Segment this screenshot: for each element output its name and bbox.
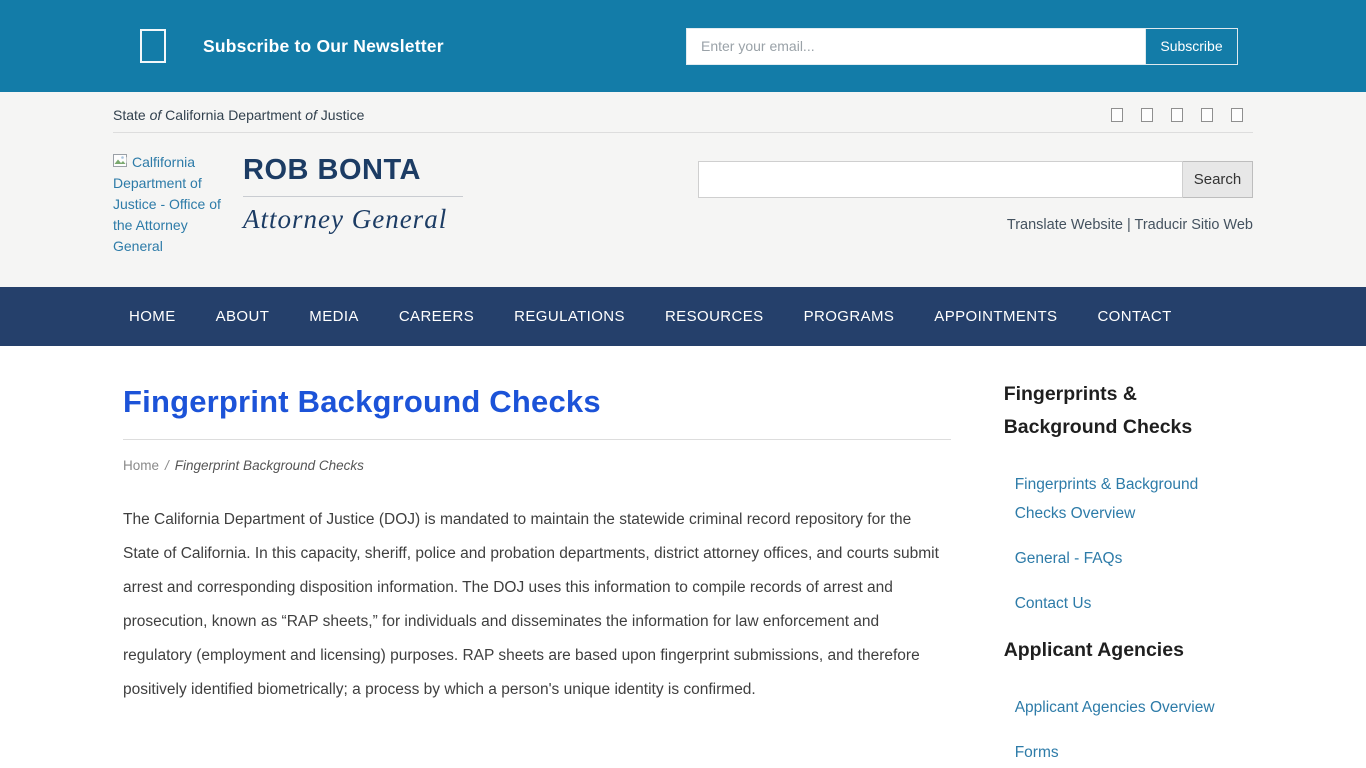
nav-item-media[interactable]: MEDIA — [309, 308, 359, 325]
sidebar-links-applicant-agencies — [1015, 693, 1253, 767]
social-icon-placeholder-4[interactable] — [1201, 108, 1213, 122]
page-title: Fingerprint Background Checks — [123, 384, 601, 419]
header-top-row — [113, 92, 1253, 133]
agency-name — [113, 107, 364, 123]
newsletter-email-input[interactable] — [686, 28, 1145, 65]
title-divider — [123, 439, 951, 440]
search-input[interactable] — [698, 161, 1183, 198]
social-icon-placeholder-2[interactable] — [1141, 108, 1153, 122]
social-icon-placeholder-5[interactable] — [1231, 108, 1243, 122]
nav-item-programs[interactable]: PROGRAMS — [803, 308, 895, 325]
agency-text: California Department — [161, 107, 306, 123]
breadcrumb-separator: / — [165, 458, 169, 473]
social-icons — [1111, 108, 1253, 122]
intro-paragraph: The California Department of Justice (DOJ) is mandated to maintain the statewide criminal record repository for the State of California. In this capacity, sheriff, police and probation departments, district attorney offices, and courts submit arrest and corresponding disposition information. The DOJ uses this information to compile records of arrest and prosecution, known as “RAP sheets,” for individuals and disseminates the information for law enforcement and regulatory (employment and licensing) purposes. RAP sheets are based upon fingerprint submissions, and therefore positively identified biometrically; a process by which a person's unique identity is confirmed. — [123, 511, 939, 698]
nav-item-contact[interactable]: CONTACT — [1097, 308, 1172, 325]
page-content — [123, 346, 959, 768]
name-divider — [243, 196, 463, 197]
translate-separator: | — [1122, 217, 1135, 233]
sidebar-link-fingerprints-overview[interactable]: Fingerprints & Background Checks Overview — [1014, 476, 1199, 522]
newsletter-form — [686, 28, 1238, 65]
breadcrumb — [123, 458, 959, 473]
traducir-sitio-link[interactable]: Traducir Sitio Web — [1134, 217, 1253, 233]
nav-item-appointments[interactable]: APPOINTMENTS — [934, 308, 1058, 325]
agency-text-of: of — [305, 107, 317, 123]
subscribe-button[interactable]: Subscribe — [1145, 28, 1238, 65]
site-header — [0, 92, 1366, 287]
nav-item-home[interactable]: HOME — [129, 308, 176, 325]
translate-links — [698, 217, 1253, 233]
attorney-general-name: ROB BONTA — [243, 154, 421, 186]
search-button[interactable]: Search — [1183, 161, 1253, 198]
attorney-general-block — [243, 152, 585, 257]
social-icon-placeholder-3[interactable] — [1171, 108, 1183, 122]
breadcrumb-home-link[interactable]: Home — [123, 458, 160, 473]
nav-item-careers[interactable]: CAREERS — [398, 308, 475, 325]
logo-alt-text: Calfifornia Department of Justice - Office of the Attorney General — [113, 154, 221, 254]
sidebar-heading-fingerprints: Fingerprints & Background Checks — [1003, 383, 1193, 438]
agency-text: State — [113, 107, 150, 123]
agency-text: Justice — [316, 107, 365, 123]
social-icon-placeholder-1[interactable] — [1111, 108, 1123, 122]
primary-nav — [0, 287, 1366, 346]
breadcrumb-current: Fingerprint Background Checks — [174, 458, 364, 473]
nav-item-regulations[interactable]: REGULATIONS — [514, 308, 625, 325]
sidebar-links-fingerprints — [1015, 470, 1253, 618]
nav-item-about[interactable]: ABOUT — [215, 308, 270, 325]
doj-logo-broken-image[interactable] — [113, 152, 225, 257]
broken-image-icon — [113, 154, 130, 169]
main-area — [98, 346, 1268, 768]
sidebar-heading-applicant-agencies: Applicant Agencies — [1003, 639, 1184, 661]
header-main-row — [113, 133, 1253, 257]
search-area — [698, 152, 1253, 257]
sidebar-link-contact-us[interactable]: Contact Us — [1014, 595, 1092, 612]
newsletter-title: Subscribe to Our Newsletter — [203, 35, 444, 56]
attorney-general-title: Attorney General — [243, 204, 448, 234]
sidebar-link-forms[interactable]: Forms — [1014, 744, 1059, 761]
sidebar — [1004, 346, 1253, 768]
sidebar-link-applicant-agencies-overview[interactable]: Applicant Agencies Overview — [1014, 699, 1215, 716]
sidebar-link-general-faqs[interactable]: General - FAQs — [1014, 550, 1123, 567]
newsletter-icon — [140, 29, 166, 63]
translate-website-link[interactable]: Translate Website — [1006, 217, 1123, 233]
newsletter-bar — [0, 0, 1366, 92]
agency-text-of: of — [149, 107, 162, 123]
nav-item-resources[interactable]: RESOURCES — [664, 308, 764, 325]
